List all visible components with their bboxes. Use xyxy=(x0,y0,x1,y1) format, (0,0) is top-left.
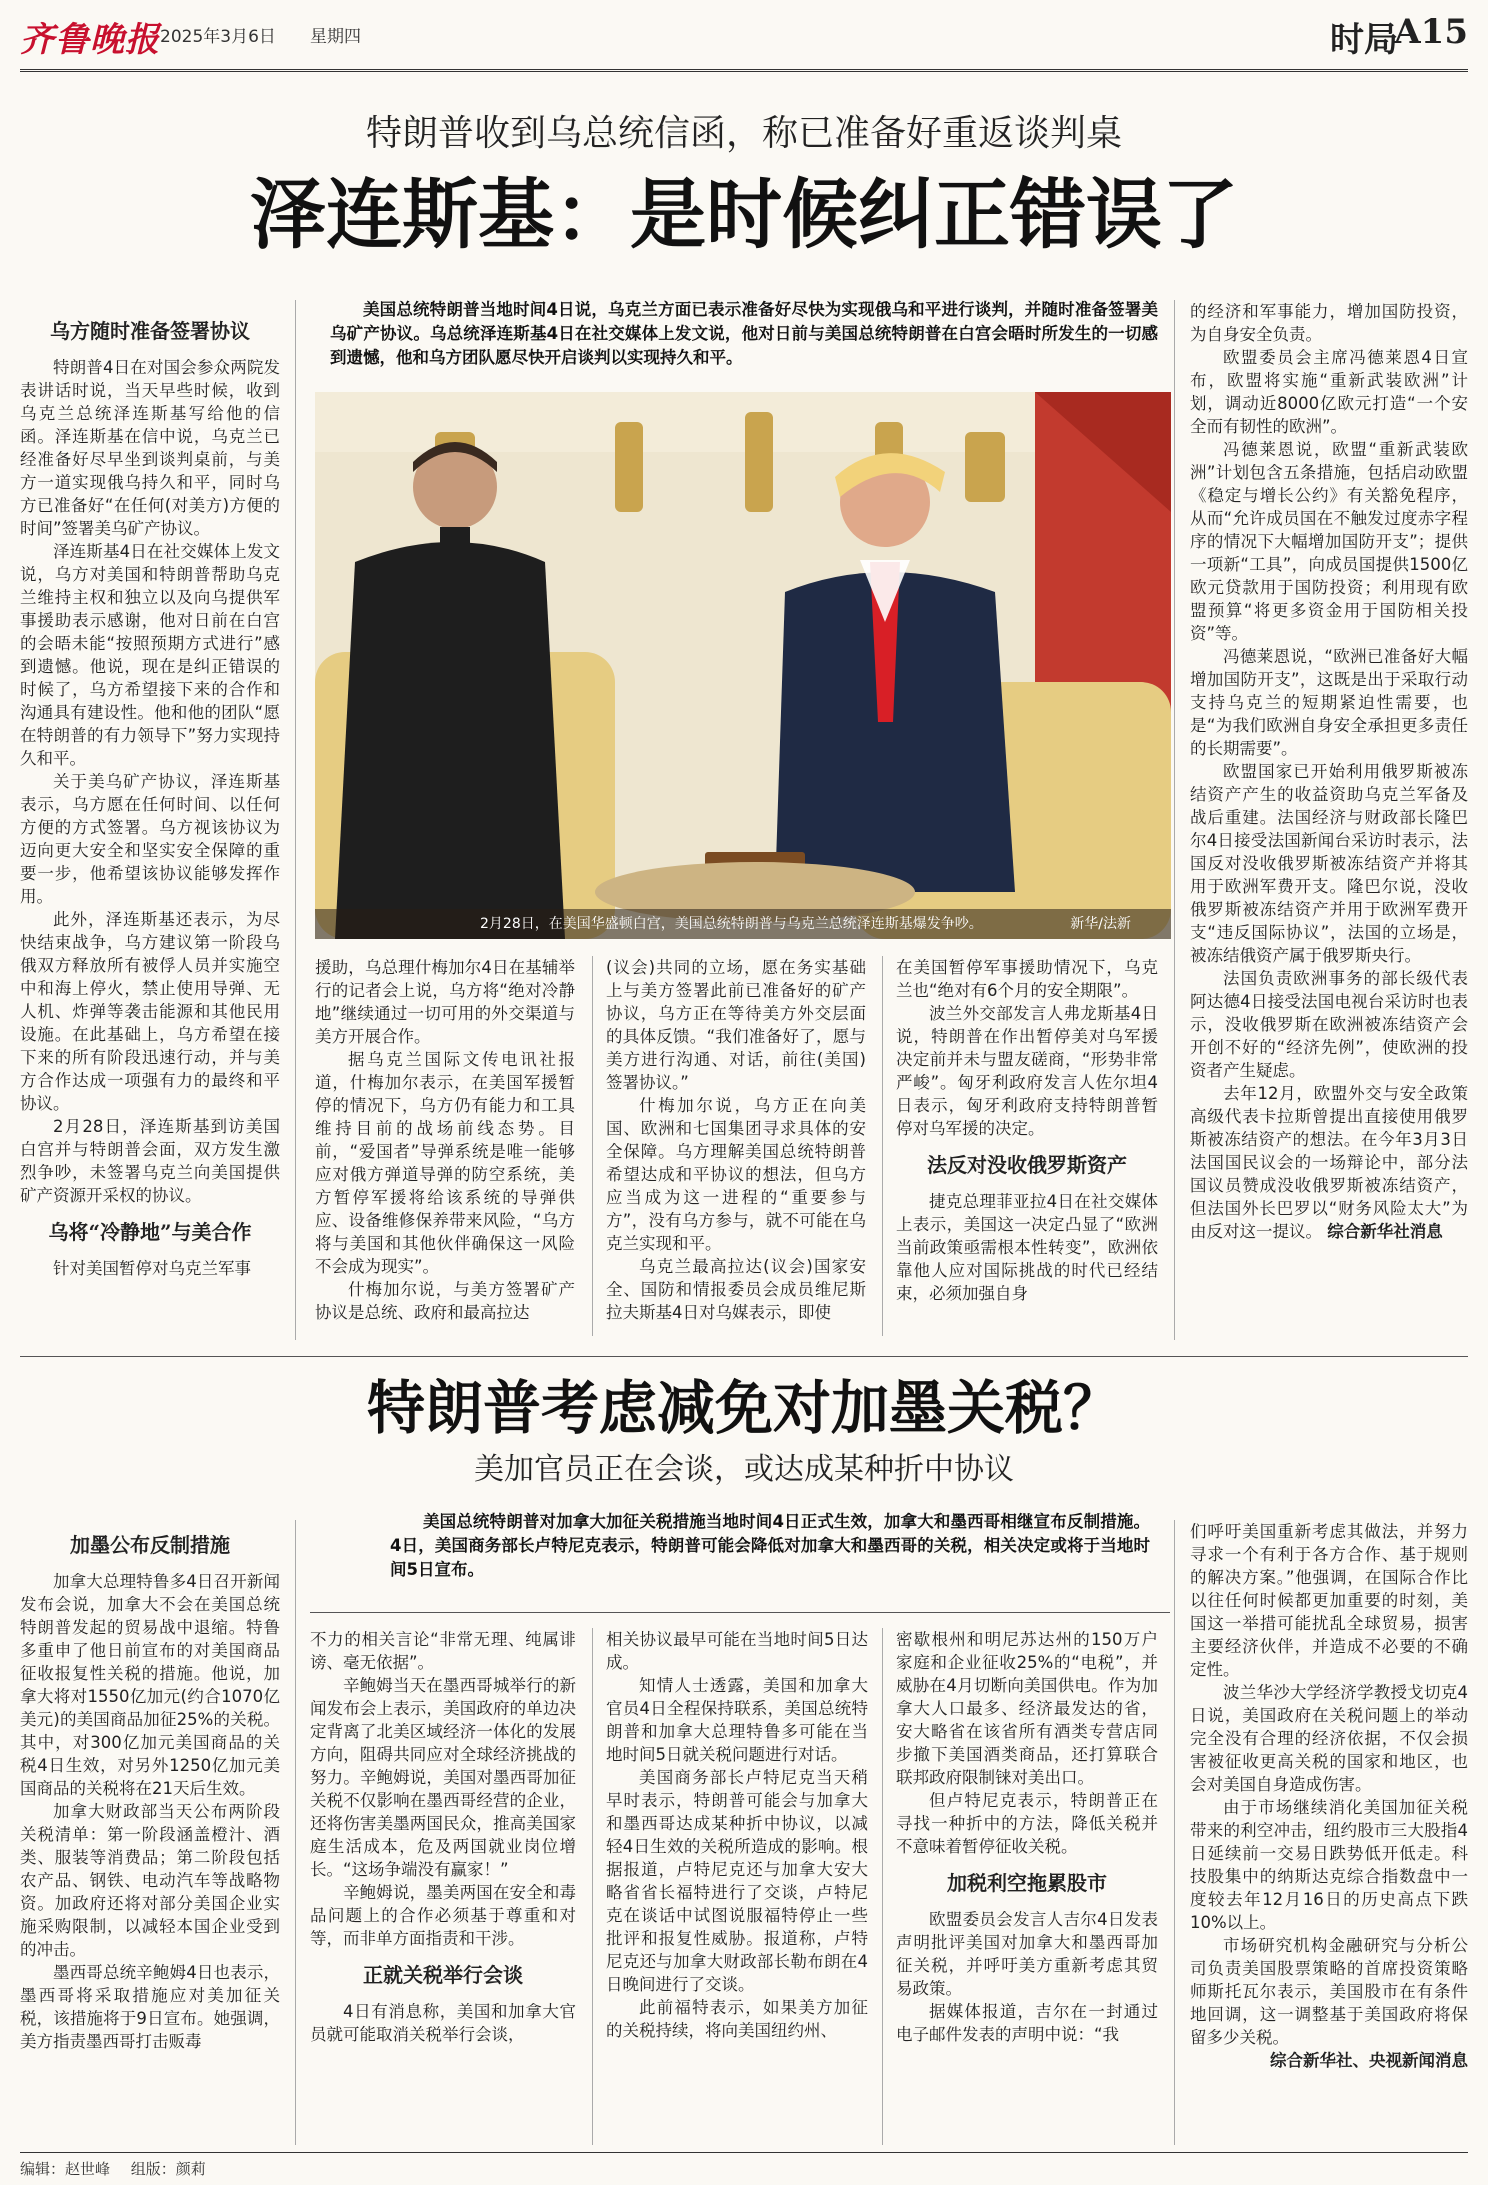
paragraph: (议会)共同的立场，愿在务实基础上与美方签署此前已准备好的矿产协议，乌方正在等待美方外交层面的具体反馈。“我们准备好了，愿与美方进行沟通、对话，前往(美国)签署协议。” xyxy=(606,958,866,1092)
news-photo xyxy=(315,392,1171,939)
paragraph: 据乌克兰国际文传电讯社报道，什梅加尔表示，在美国军援暂停的情况下，乌方仍有能力和工具维持目前的战场前线态势。目前，“爱国者”导弹系统是唯一能够应对俄方弹道导弹的防空系统，美方暂停军援将给该系统的导弹供应、设备维修保养带来风险，“乌方将与美国和其他伙伴确保这一风险不会成为现实”。 xyxy=(315,1050,575,1276)
paragraph: 捷克总理菲亚拉4日在社交媒体上表示，美国这一决定凸显了“欧洲当前政策亟需根本性转变”，欧洲依靠他人应对国际挑战的时代已经结束，必须加强自身 xyxy=(896,1192,1158,1303)
paragraph: 加拿大财政部当天公布两阶段关税清单：第一阶段涵盖橙汁、酒类、服装等消费品；第二阶段包括农产品、钢铁、电动汽车等战略物资。加政府还将对部分美国企业实施采购限制，以减轻本国企业受到的冲击。 xyxy=(20,1802,280,1959)
masthead xyxy=(20,0,1468,72)
story2-column-5 xyxy=(1190,1520,1468,2072)
paragraph: 欧盟国家已开始利用俄罗斯被冻结资产产生的收益资助乌克兰军备及战后重建。法国经济与财政部长隆巴尔4日接受法国新闻台采访时表示，法国反对没收俄罗斯被冻结资产并将其用于欧洲军费开支。隆巴尔说，没收俄罗斯被冻结资产并用于欧洲军费开支“违反国际协议”，法国的立场是，被冻结俄资产属于俄罗斯央行。 xyxy=(1190,762,1468,965)
paragraph: 在美国暂停军事援助情况下，乌克兰也“绝对有6个月的安全期限”。 xyxy=(896,958,1158,1000)
paragraph: 什梅加尔说，乌方正在向美国、欧洲和七国集团寻求具体的安全保障。乌方理解美国总统特朗普希望达成和平协议的想法，但乌方应当成为这一进程的“重要参与方”，没有乌方参与，就不可能在乌克兰实现和平。 xyxy=(606,1096,866,1253)
story1-lead: 美国总统特朗普当地时间4日说，乌克兰方面已表示准备好尽快为实现俄乌和平进行谈判，并随时准备签署美乌矿产协议。乌总统泽连斯基4日在社交媒体上发文说，他对日前与美国总统特朗普在白宫会晤时所发生的一切感到遗憾，他和乌方团队愿尽快开启谈判以实现持久和平。 xyxy=(330,300,1158,367)
paragraph: 特朗普4日在对国会参众两院发表讲话时说，当天早些时候，收到乌克兰总统泽连斯基写给他的信函。泽连斯基在信中说，乌克兰已经准备好尽早坐到谈判桌前，与美方一道实现俄乌持久和平，同时乌方已准备好“在任何(对美方)方便的时间”签署美乌矿产协议。 xyxy=(20,358,280,538)
story1-column-5 xyxy=(1190,300,1468,1243)
paragraph xyxy=(1190,1934,1468,2049)
column-rule xyxy=(295,300,296,1340)
paragraph: 冯德莱恩说，欧盟“重新武装欧洲”计划包含五条措施，包括启动欧盟《稳定与增长公约》有关豁免程序，从而“允许成员国在不触发过度赤字程序的情况下大幅增加国防开支”；提供一项新“工具”，向成员国提供1500亿欧元贷款用于国防投资；利用现有欧盟预算“将更多资金用于国防相关投资”等。 xyxy=(1190,440,1468,643)
paragraph: 法国负责欧洲事务的部长级代表阿达德4日接受法国电视台采访时也表示，没收俄罗斯在欧洲被冻结资产会开创不好的“经济先例”，使欧洲的投资者产生疑虑。 xyxy=(1190,969,1468,1080)
story2-subhead-stock-market: 加税利空拖累股市 xyxy=(947,1871,1107,1895)
paragraph: 辛鲍姆说，墨美两国在安全和毒品问题上的合作必须基于尊重和对等，而非单方面指责和干涉。 xyxy=(310,1883,576,1948)
paragraph: 欧盟委员会发言人吉尔4日发表声明批评美国对加拿大和墨西哥加征关税，并呼吁美方重新考虑其贸易政策。 xyxy=(896,1910,1158,1998)
paragraph: 知情人士透露，美国和加拿大官员4日全程保持联系，美国总统特朗普和加拿大总理特鲁多可能在当地时间5日就关税问题进行对话。 xyxy=(606,1676,868,1764)
page-number: A15 xyxy=(1394,12,1468,52)
paragraph: 墨西哥总统辛鲍姆4日也表示，墨西哥将采取措施应对美加征关税，该措施将于9日宣布。她强调，美方指责墨西哥打击贩毒 xyxy=(20,1963,280,2051)
paragraph: 2月28日，泽连斯基到访美国白宫并与特朗普会面，双方发生激烈争吵，未签署乌克兰向美国提供矿产资源开采权的协议。 xyxy=(20,1117,280,1205)
column-rule xyxy=(592,1628,593,2145)
paragraph: 欧盟委员会主席冯德莱恩4日宣布，欧盟将实施“重新武装欧洲”计划，调动近8000亿欧元打造“一个安全而有韧性的欧洲”。 xyxy=(1190,348,1468,436)
photo-credit: 新华/法新 xyxy=(1070,916,1131,932)
newspaper-logo: 齐鲁晚报 xyxy=(20,20,160,60)
story1-headline: 泽连斯基：是时候纠正错误了 xyxy=(250,170,1238,259)
story-divider xyxy=(20,1356,1468,1357)
story2-lead: 美国总统特朗普对加拿大加征关税措施当地时间4日正式生效，加拿大和墨西哥相继宣布反制措施。4日，美国商务部长卢特尼克表示，特朗普可能会降低对加拿大和墨西哥的关税，相关决定或将于当地时间5日宣布。 xyxy=(390,1512,1150,1579)
paragraph: 冯德莱恩说，“欧洲已准备好大幅增加国防开支”，这既是出于采取行动支持乌克兰的短期紧迫性需要，也是“为我们欧洲自身安全承担更多责任的长期需要”。 xyxy=(1190,647,1468,758)
paragraph-text: 去年12月，欧盟外交与安全政策高级代表卡拉斯曾提出直接使用俄罗斯被冻结资产的想法。在今年3月3日法国国民议会的一场辩论中，部分法国议员赞成没收俄罗斯被冻结资产，但法国外长巴罗以“财务风险太大”为由反对这一提议。 xyxy=(1190,1084,1468,1241)
paragraph: 援助，乌总理什梅加尔4日在基辅举行的记者会上说，乌方将“绝对冷静地”继续通过一切可用的外交渠道与美方开展合作。 xyxy=(315,958,575,1046)
story1-column-1 xyxy=(20,306,280,1280)
layout-credit: 组版：颜莉 xyxy=(130,2160,206,2178)
story1-column-2 xyxy=(315,956,575,1324)
story2-column-1 xyxy=(20,1520,280,2053)
column-rule xyxy=(295,1520,296,2145)
photo-caption: 2月28日，在美国华盛顿白宫，美国总统特朗普与乌克兰总统泽连斯基爆发争吵。 xyxy=(480,916,983,932)
column-rule xyxy=(1174,1520,1175,2145)
story2-column-3 xyxy=(606,1628,868,2042)
paragraph: 美国商务部长卢特尼克当天稍早时表示，特朗普可能会与加拿大和墨西哥达成某种折中协议，以减轻4日生效的关税所造成的影响。根据报道，卢特尼克还与加拿大安大略省省长福特进行了交谈，卢特尼克在谈话中试图说服福特停止一些批评和报复性威胁。报道称，卢特尼克还与加拿大财政部长勒布朗在4日晚间进行了交谈。 xyxy=(606,1768,868,1994)
page-footer xyxy=(20,2152,1468,2179)
paragraph xyxy=(1190,1082,1468,1243)
paragraph: 泽连斯基4日在社交媒体上发文说，乌方对美国和特朗普帮助乌克兰维持主权和独立以及向乌提供军事援助表示感谢，他对日前在白宫的会晤未能“按照预期方式进行”感到遗憾。他说，现在是纠正错误的时候了，乌方希望接下来的合作和沟通具有建设性。他和他的团队“愿在特朗普的有力领导下”努力实现持久和平。 xyxy=(20,542,280,768)
story2-byline: 综合新华社、央视新闻消息 xyxy=(1270,2051,1468,2070)
story2-subhead-countermeasures: 加墨公布反制措施 xyxy=(70,1533,230,1557)
story2-headline: 特朗普考虑减免对加墨关税？ xyxy=(366,1374,1121,1442)
publication-date: 2025年3月6日 xyxy=(160,27,276,47)
story2-column-2 xyxy=(310,1628,576,2046)
lead-underline xyxy=(310,1612,1170,1613)
paragraph-text: 市场研究机构金融研究与分析公司负责美国股票策略的首席投资策略师斯托瓦尔表示，美国股市在有条件地回调，这一调整基于美国政府将保留多少关税。 xyxy=(1190,1936,1468,2047)
paragraph: 关于美乌矿产协议，泽连斯基表示，乌方愿在任何时间、以任何方便的方式签署。乌方视该协议为迈向更大安全和坚实安全保障的重要一步，他希望该协议能够发挥作用。 xyxy=(20,772,280,906)
paragraph: 加拿大总理特鲁多4日召开新闻发布会说，加拿大不会在美国总统特朗普发起的贸易战中退缩。特鲁多重申了他日前宣布的对美国商品征收报复性关税的措施。他说，加拿大将对1550亿加元(约合1070亿美元)的美国商品加征25%的关税。其中，对300亿加元美国商品的关税4日生效，对另外1250亿加元美国商品的关税将在21天后生效。 xyxy=(20,1572,280,1798)
story1-subhead-sign-agreement: 乌方随时准备签署协议 xyxy=(50,319,250,343)
paragraph: 们呼吁美国重新考虑其做法，并努力寻求一个有利于各方合作、基于规则的解决方案。”他强调，在国际合作比以往任何时候都更加重要的时刻，美国这一举措可能扰乱全球贸易，损害主要经济伙伴，并造成不必要的不确定性。 xyxy=(1190,1522,1468,1679)
paragraph: 波兰外交部发言人弗龙斯基4日说，特朗普在作出暂停美对乌军援决定前并未与盟友磋商，“形势非常严峻”。匈牙利政府发言人佐尔坦4日表示，匈牙利政府支持特朗普暂停对乌军援的决定。 xyxy=(896,1004,1158,1138)
photo-illustration xyxy=(315,392,1171,939)
paragraph: 由于市场继续消化美国加征关税带来的利空冲击，纽约股市三大股指4日延续前一交易日跌势低开低走。科技股集中的纳斯达克综合指数盘中一度较去年12月16日的历史高点下跌10%以上。 xyxy=(1190,1798,1468,1932)
paragraph: 的经济和军事能力，增加国防投资，为自身安全负责。 xyxy=(1190,302,1468,344)
story2-subhead-tariff-talks: 正就关税举行会谈 xyxy=(363,1963,523,1987)
editor-credit: 编辑：赵世峰 xyxy=(20,2160,111,2178)
paragraph: 辛鲍姆当天在墨西哥城举行的新闻发布会上表示，美国政府的单边决定背离了北美区域经济一体化的发展方向，阻碍共同应对全球经济挑战的努力。辛鲍姆说，美国对墨西哥加征关税不仅影响在墨西哥经营的企业，还将伤害美墨两国民众，推高美国家庭生活成本，危及两国就业岗位增长。“这场争端没有赢家！” xyxy=(310,1676,576,1879)
paragraph: 乌克兰最高拉达(议会)国家安全、国防和情报委员会成员维尼斯拉夫斯基4日对乌媒表示，即使 xyxy=(606,1257,866,1322)
column-rule xyxy=(882,956,883,1336)
story1-kicker: 特朗普收到乌总统信函，称已准备好重返谈判桌 xyxy=(365,113,1122,154)
paragraph: 但卢特尼克表示，特朗普正在寻找一种折中的方法，降低关税并不意味着暂停征收关税。 xyxy=(896,1791,1158,1856)
paragraph: 针对美国暂停对乌克兰军事 xyxy=(53,1259,251,1278)
story1-column-3 xyxy=(606,956,866,1324)
paragraph: 密歇根州和明尼苏达州的150万户家庭和企业征收25%的“电税”，并威胁在4月切断向美国供电。作为加拿大人口最多、经济最发达的省，安大略省在该省所有酒类专营店同步撤下美国酒类商品，还打算联合联邦政府限制铼对美出口。 xyxy=(896,1630,1158,1787)
paragraph: 此前福特表示，如果美方加征的关税持续，将向美国纽约州、 xyxy=(606,1998,868,2040)
story1-subhead-france-assets: 法反对没收俄罗斯资产 xyxy=(927,1153,1127,1177)
column-rule xyxy=(882,1628,883,2145)
paragraph: 不力的相关言论“非常无理、纯属诽谤、毫无依据”。 xyxy=(310,1630,576,1672)
paragraph: 4日有消息称，美国和加拿大官员就可能取消关税举行会谈， xyxy=(310,2002,576,2044)
paragraph: 据媒体报道，吉尔在一封通过电子邮件发表的声明中说：“我 xyxy=(896,2002,1158,2044)
paragraph: 波兰华沙大学经济学教授戈切克4日说，美国政府在关税问题上的举动完全没有合理的经济依据，不仅会损害被征收更高关税的国家和地区，也会对美国自身造成伤害。 xyxy=(1190,1683,1468,1794)
paragraph: 此外，泽连斯基还表示，为尽快结束战争，乌方建议第一阶段乌俄双方释放所有被俘人员并实施空中和海上停火，禁止使用导弹、无人机、炸弹等袭击能源和其他民用设施。在此基础上，乌方希望在接下来的所有阶段迅速行动，并与美方合作达成一项强有力的最终和平协议。 xyxy=(20,910,280,1113)
story2-kicker: 美加官员正在会谈，或达成某种折中协议 xyxy=(474,1452,1014,1487)
publication-weekday: 星期四 xyxy=(310,27,361,47)
story1-byline: 综合新华社消息 xyxy=(1327,1222,1443,1241)
column-rule xyxy=(1174,300,1175,1340)
paragraph: 什梅加尔说，与美方签署矿产协议是总统、政府和最高拉达 xyxy=(315,1280,575,1322)
section-label: 时局 xyxy=(1330,20,1398,60)
paragraph: 相关协议最早可能在当地时间5日达成。 xyxy=(606,1630,868,1672)
column-rule xyxy=(592,956,593,1336)
story1-column-4 xyxy=(896,956,1158,1305)
story2-column-4 xyxy=(896,1628,1158,2046)
story1-subhead-calm-cooperation: 乌将“冷静地”与美合作 xyxy=(48,1220,252,1244)
